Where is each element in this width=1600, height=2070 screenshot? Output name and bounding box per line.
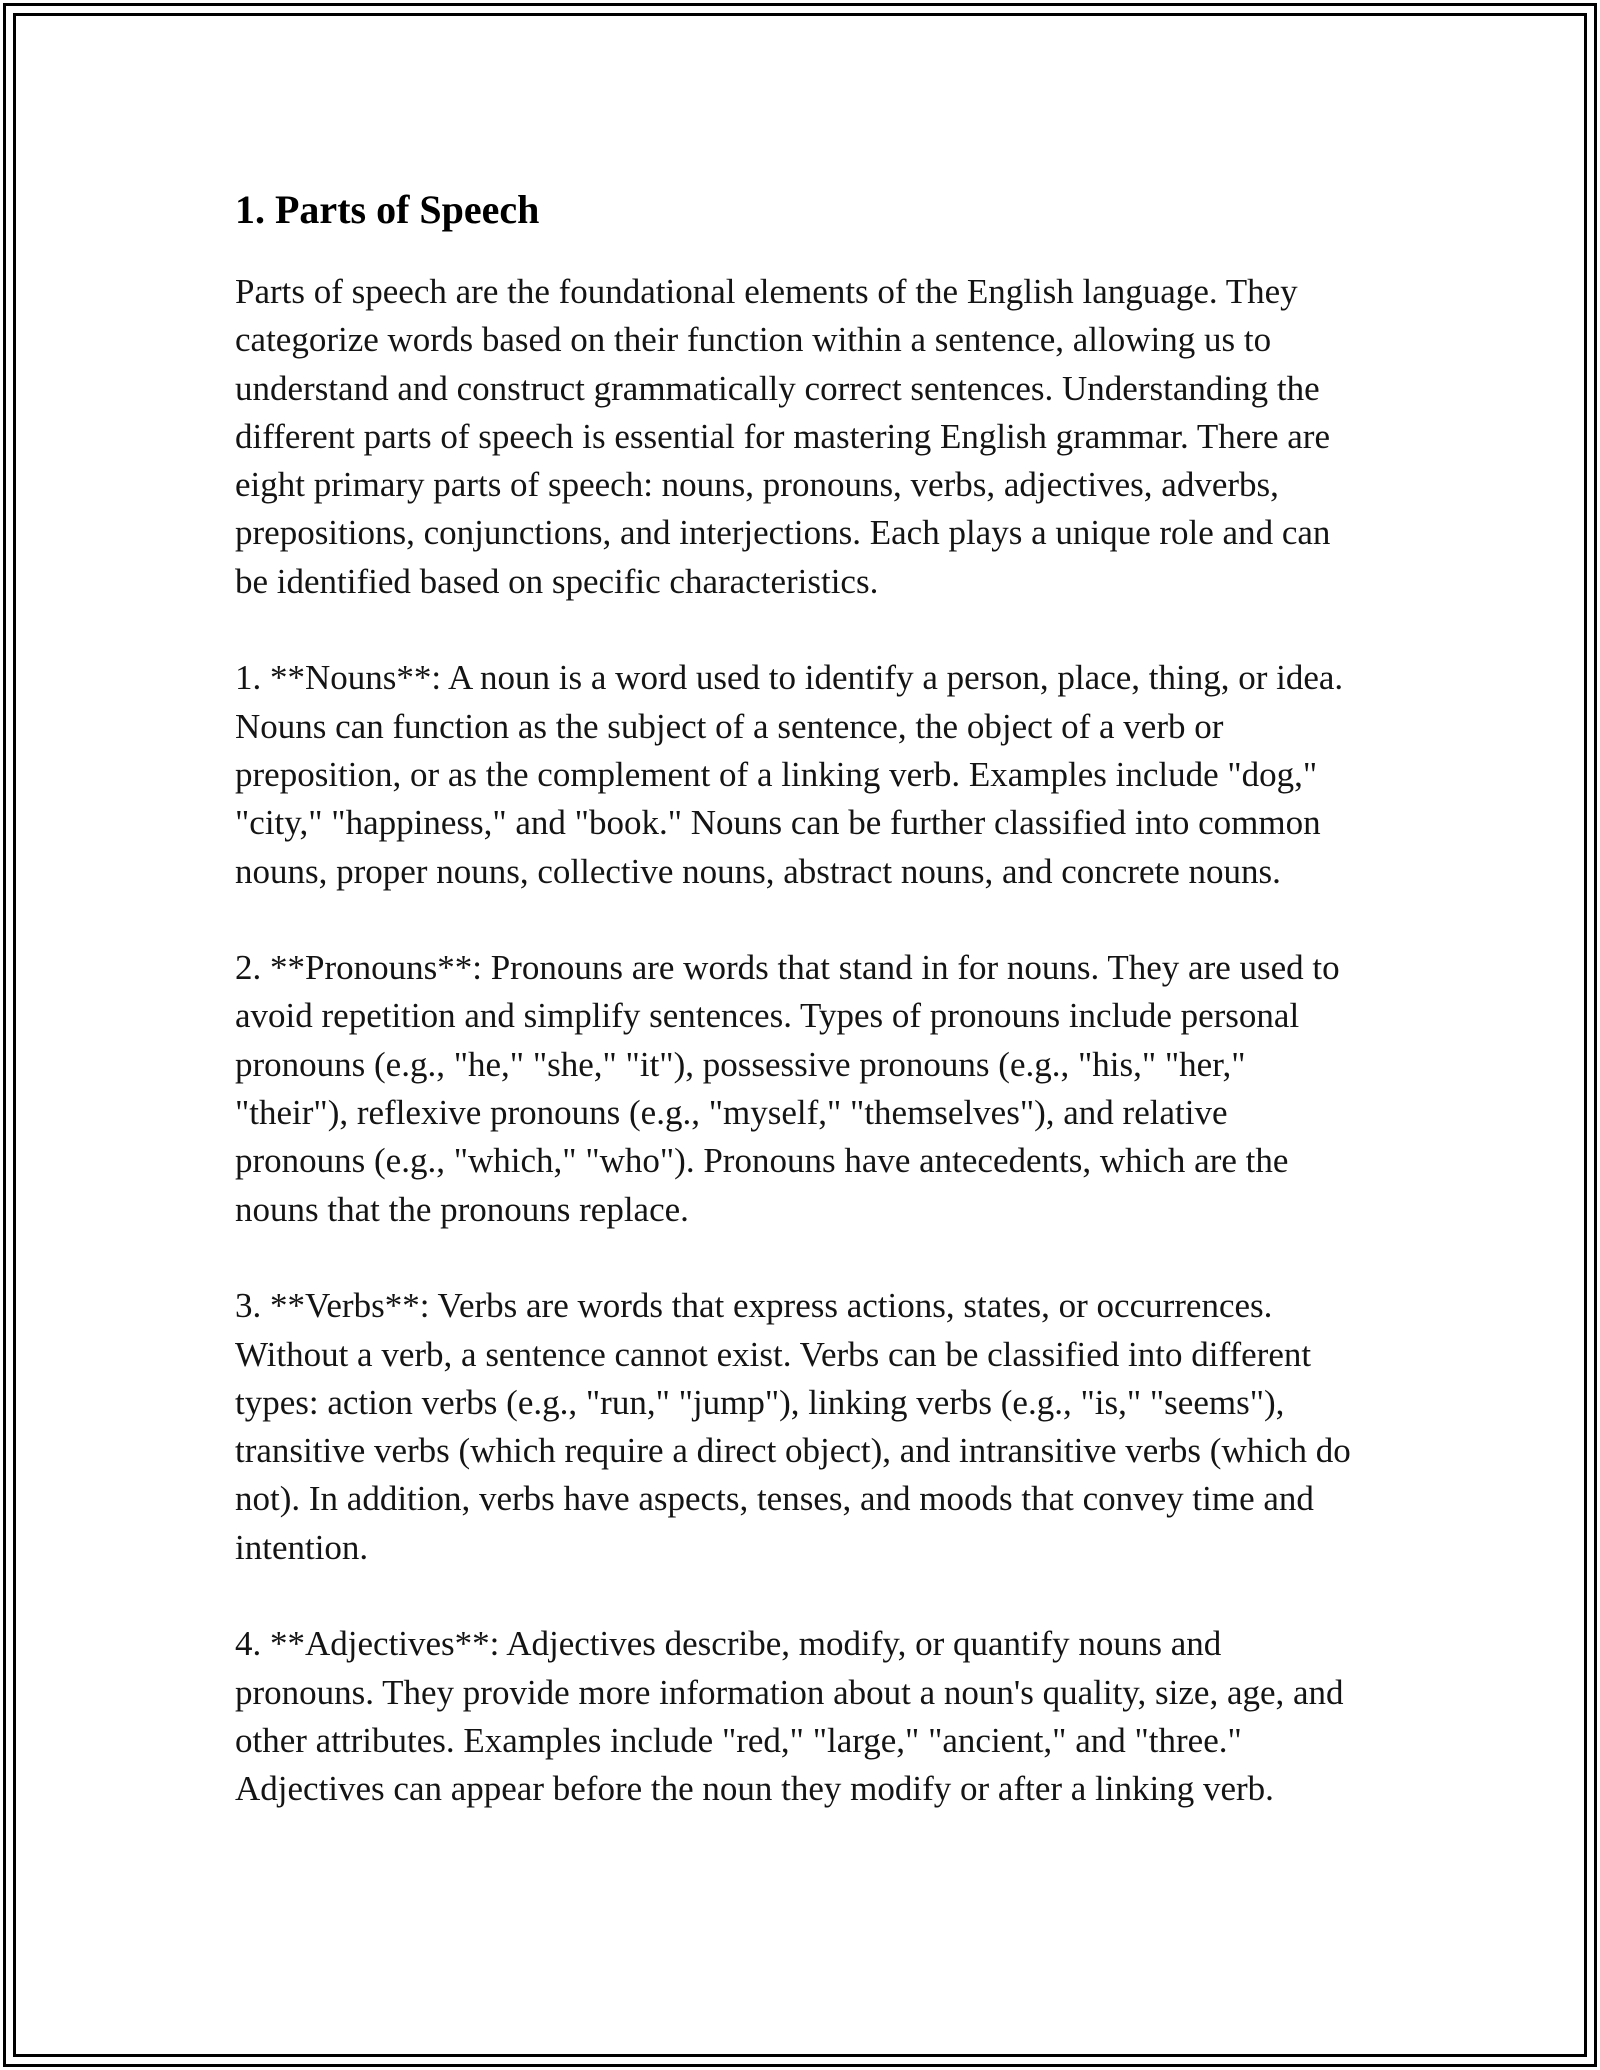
section-heading: 1. Parts of Speech (235, 187, 540, 232)
document-body (235, 180, 1365, 1862)
pronouns-paragraph: 2. **Pronouns**: Pronouns are words that stand in for nouns. They are used to avoid repetition and simplify sentences. Types of pronouns include personal pronouns (e.g., "he," "she," "it"), possessive pronouns (e.g., "his," "her," "their"), reflexive pronouns (e.g., "myself," "themselves"), and relative pronouns (e.g., "which," "who"). Pronouns have antecedents, which are the nouns that the pronouns replace. (235, 948, 1340, 1229)
adjectives-paragraph: 4. **Adjectives**: Adjectives describe, modify, or quantify nouns and pronouns. They provide more information about a noun's quality, size, age, and other attributes. Examples include "red," "large," "ancient," and "three." Adjectives can appear before the noun they modify or after a linking verb. (235, 1624, 1344, 1809)
verbs-paragraph: 3. **Verbs**: Verbs are words that express actions, states, or occurrences. Without a verb, a sentence cannot exist. Verbs can be classified into different types: action verbs (e.g., "run," "jump"), linking verbs (e.g., "is," "seems"), transitive verbs (which require a direct object), and intransitive verbs (which do not). In addition, verbs have aspects, tenses, and moods that convey time and intention. (235, 1286, 1351, 1567)
nouns-paragraph: 1. **Nouns**: A noun is a word used to identify a person, place, thing, or idea. Nouns can function as the subject of a sentence, the object of a verb or preposition, or as the complement of a linking verb. Examples include "dog," "city," "happiness," and "book." Nouns can be further classified into common nouns, proper nouns, collective nouns, abstract nouns, and concrete nouns. (235, 658, 1344, 891)
intro-paragraph: Parts of speech are the foundational elements of the English language. They categorize words based on their function within a sentence, allowing us to understand and construct grammatically correct sentences. Understanding the different parts of speech is essential for mastering English grammar. There are eight primary parts of speech: nouns, pronouns, verbs, adjectives, adverbs, prepositions, conjunctions, and interjections. Each plays a unique role and can be identified based on specific characteristics. (235, 272, 1331, 601)
